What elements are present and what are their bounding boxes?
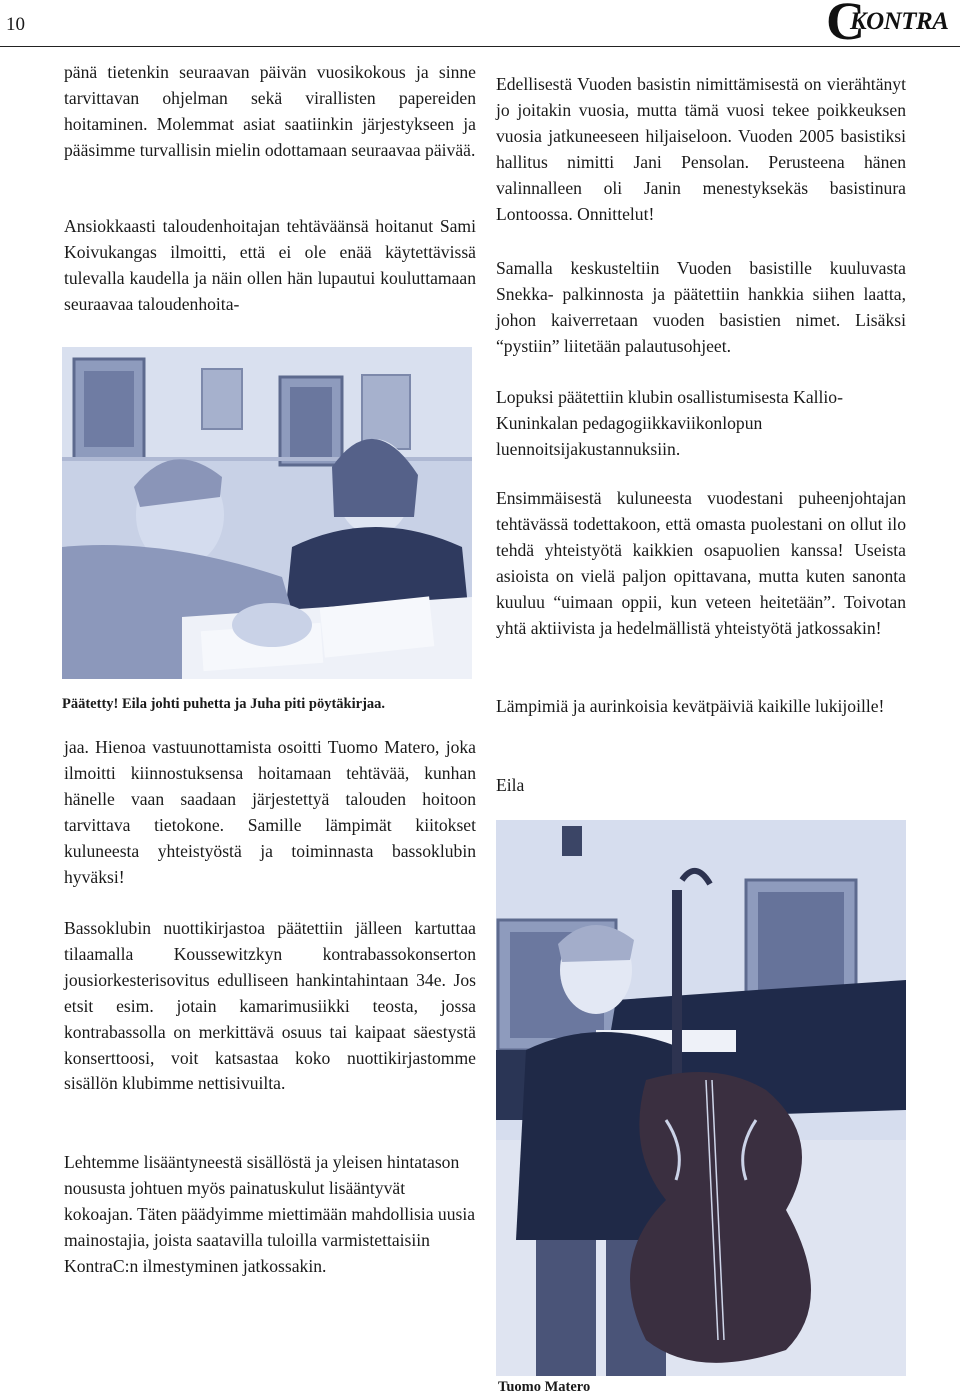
- kontrac-logo: C KONTRA: [826, 0, 949, 51]
- left-paragraph-5: Lehtemme lisääntyneestä sisällöstä ja yleisen hintatason noususta johtuen myös painatuskulut lisääntyvät kokoajan. Täten päädyimme miettimään mahdollisia uusia mainostajia, joista saatavilla tuloilla varmistettaisiin KontraC:n ilmestyminen jatkossakin.: [64, 1152, 476, 1276]
- bassist-photo-caption: Tuomo Matero: [498, 1379, 591, 1395]
- left-paragraph-4: Bassoklubin nuottikirjastoa päätettiin jälleen kartuttaa tilaamalla Koussewitzkyn kontrabassokonserton jousiorkesterisovitus edulliseen hankintahintaan 34e. Jos etsit esim. jotain kamarimusiikki teosta, jossa kontrabassolla on merkittävä osuus tai kaipaat säestystä konserttoosi, voit katsastaa koko nuottikirjastomme sisällön klubimme nettisivuilta.: [64, 918, 476, 1094]
- bassist-photo-illustration: [496, 820, 906, 1376]
- left-paragraph-3: jaa. Hienoa vastuunottamista osoitti Tuomo Matero, joka ilmoitti kiinnostuksensa hoitamaan tehtävää, kunhan hänelle vaan saadaan järjestettyä talouden hoitoon tarvittava tietokone. Samille lämpimät kiitokset kuluneesta yhteistyöstä ja toiminnasta bassoklubin hyväksi!: [64, 737, 476, 887]
- meeting-photo-illustration: [62, 347, 472, 679]
- bassist-photo: [496, 820, 906, 1376]
- left-paragraph-1: pänä tietenkin seuraavan päivän vuosikokous ja sinne tarvittavan ohjelman sekä virallisten papereiden hoitaminen. Molemmat asiat saatiinkin järjestykseen ja pääsimme turvallisin mielin odottamaan seuraavaa päivää.: [64, 62, 476, 160]
- header-rule: [0, 46, 960, 47]
- right-paragraph-5: Lämpimiä ja aurinkoisia kevätpäiviä kaikille lukijoille!: [496, 696, 885, 716]
- meeting-photo: [62, 347, 472, 679]
- page-number: 10: [6, 14, 25, 35]
- signature: Eila: [496, 775, 525, 795]
- right-paragraph-2: Samalla keskusteltiin Vuoden basistille kuuluvasta Snekka- palkinnosta ja päätettiin hankkia siihen laatta, johon kaiverretaan vuoden basistien nimet. Lisäksi “pystiin” liitetään palautusohjeet.: [496, 258, 906, 356]
- right-paragraph-4: Ensimmäisestä kuluneesta vuodestani puheenjohtajan tehtävässä todettakoon, että omasta puolestani on ollut ilo tehdä yhteistyötä kaikkien osapuolien kanssa! Useista asioista on vielä paljon opittavana, mutta kuten sanonta kuuluu “uimaan oppii, kun veteen heitetään”. Toivotan yhtä aktiivista ja hedelmällistä yhteistyötä jatkossakin!: [496, 488, 906, 638]
- right-paragraph-1: Edellisestä Vuoden basistin nimittämisestä on vierähtänyt jo joitakin vuosia, mutta tämä vuosi tekee poikkeuksen vuosia jatkuneeseen hiljaiseloon. Vuoden 2005 basistiksi hallitus nimitti Jani Pensolan. Perusteena hänen valinnalleen oli Janin menestyksekäs basistinura Lontoossa. Onnittelut!: [496, 74, 906, 224]
- left-paragraph-2: Ansiokkaasti taloudenhoitajan tehtäväänsä hoitanut Sami Koivukangas ilmoitti, että ei ole enää käytettävissä tulevalla kaudella ja näin ollen hän lupautui kouluttamaan seuraavaa taloudenhoita-: [64, 216, 476, 314]
- meeting-photo-caption: Päätetty! Eila johti puhetta ja Juha piti pöytäkirjaa.: [62, 696, 386, 712]
- right-paragraph-3: Lopuksi päätettiin klubin osallistumisesta Kallio-Kuninkalan pedagogiikkaviikonlopun luennoitsijakustannuksiin.: [496, 387, 843, 459]
